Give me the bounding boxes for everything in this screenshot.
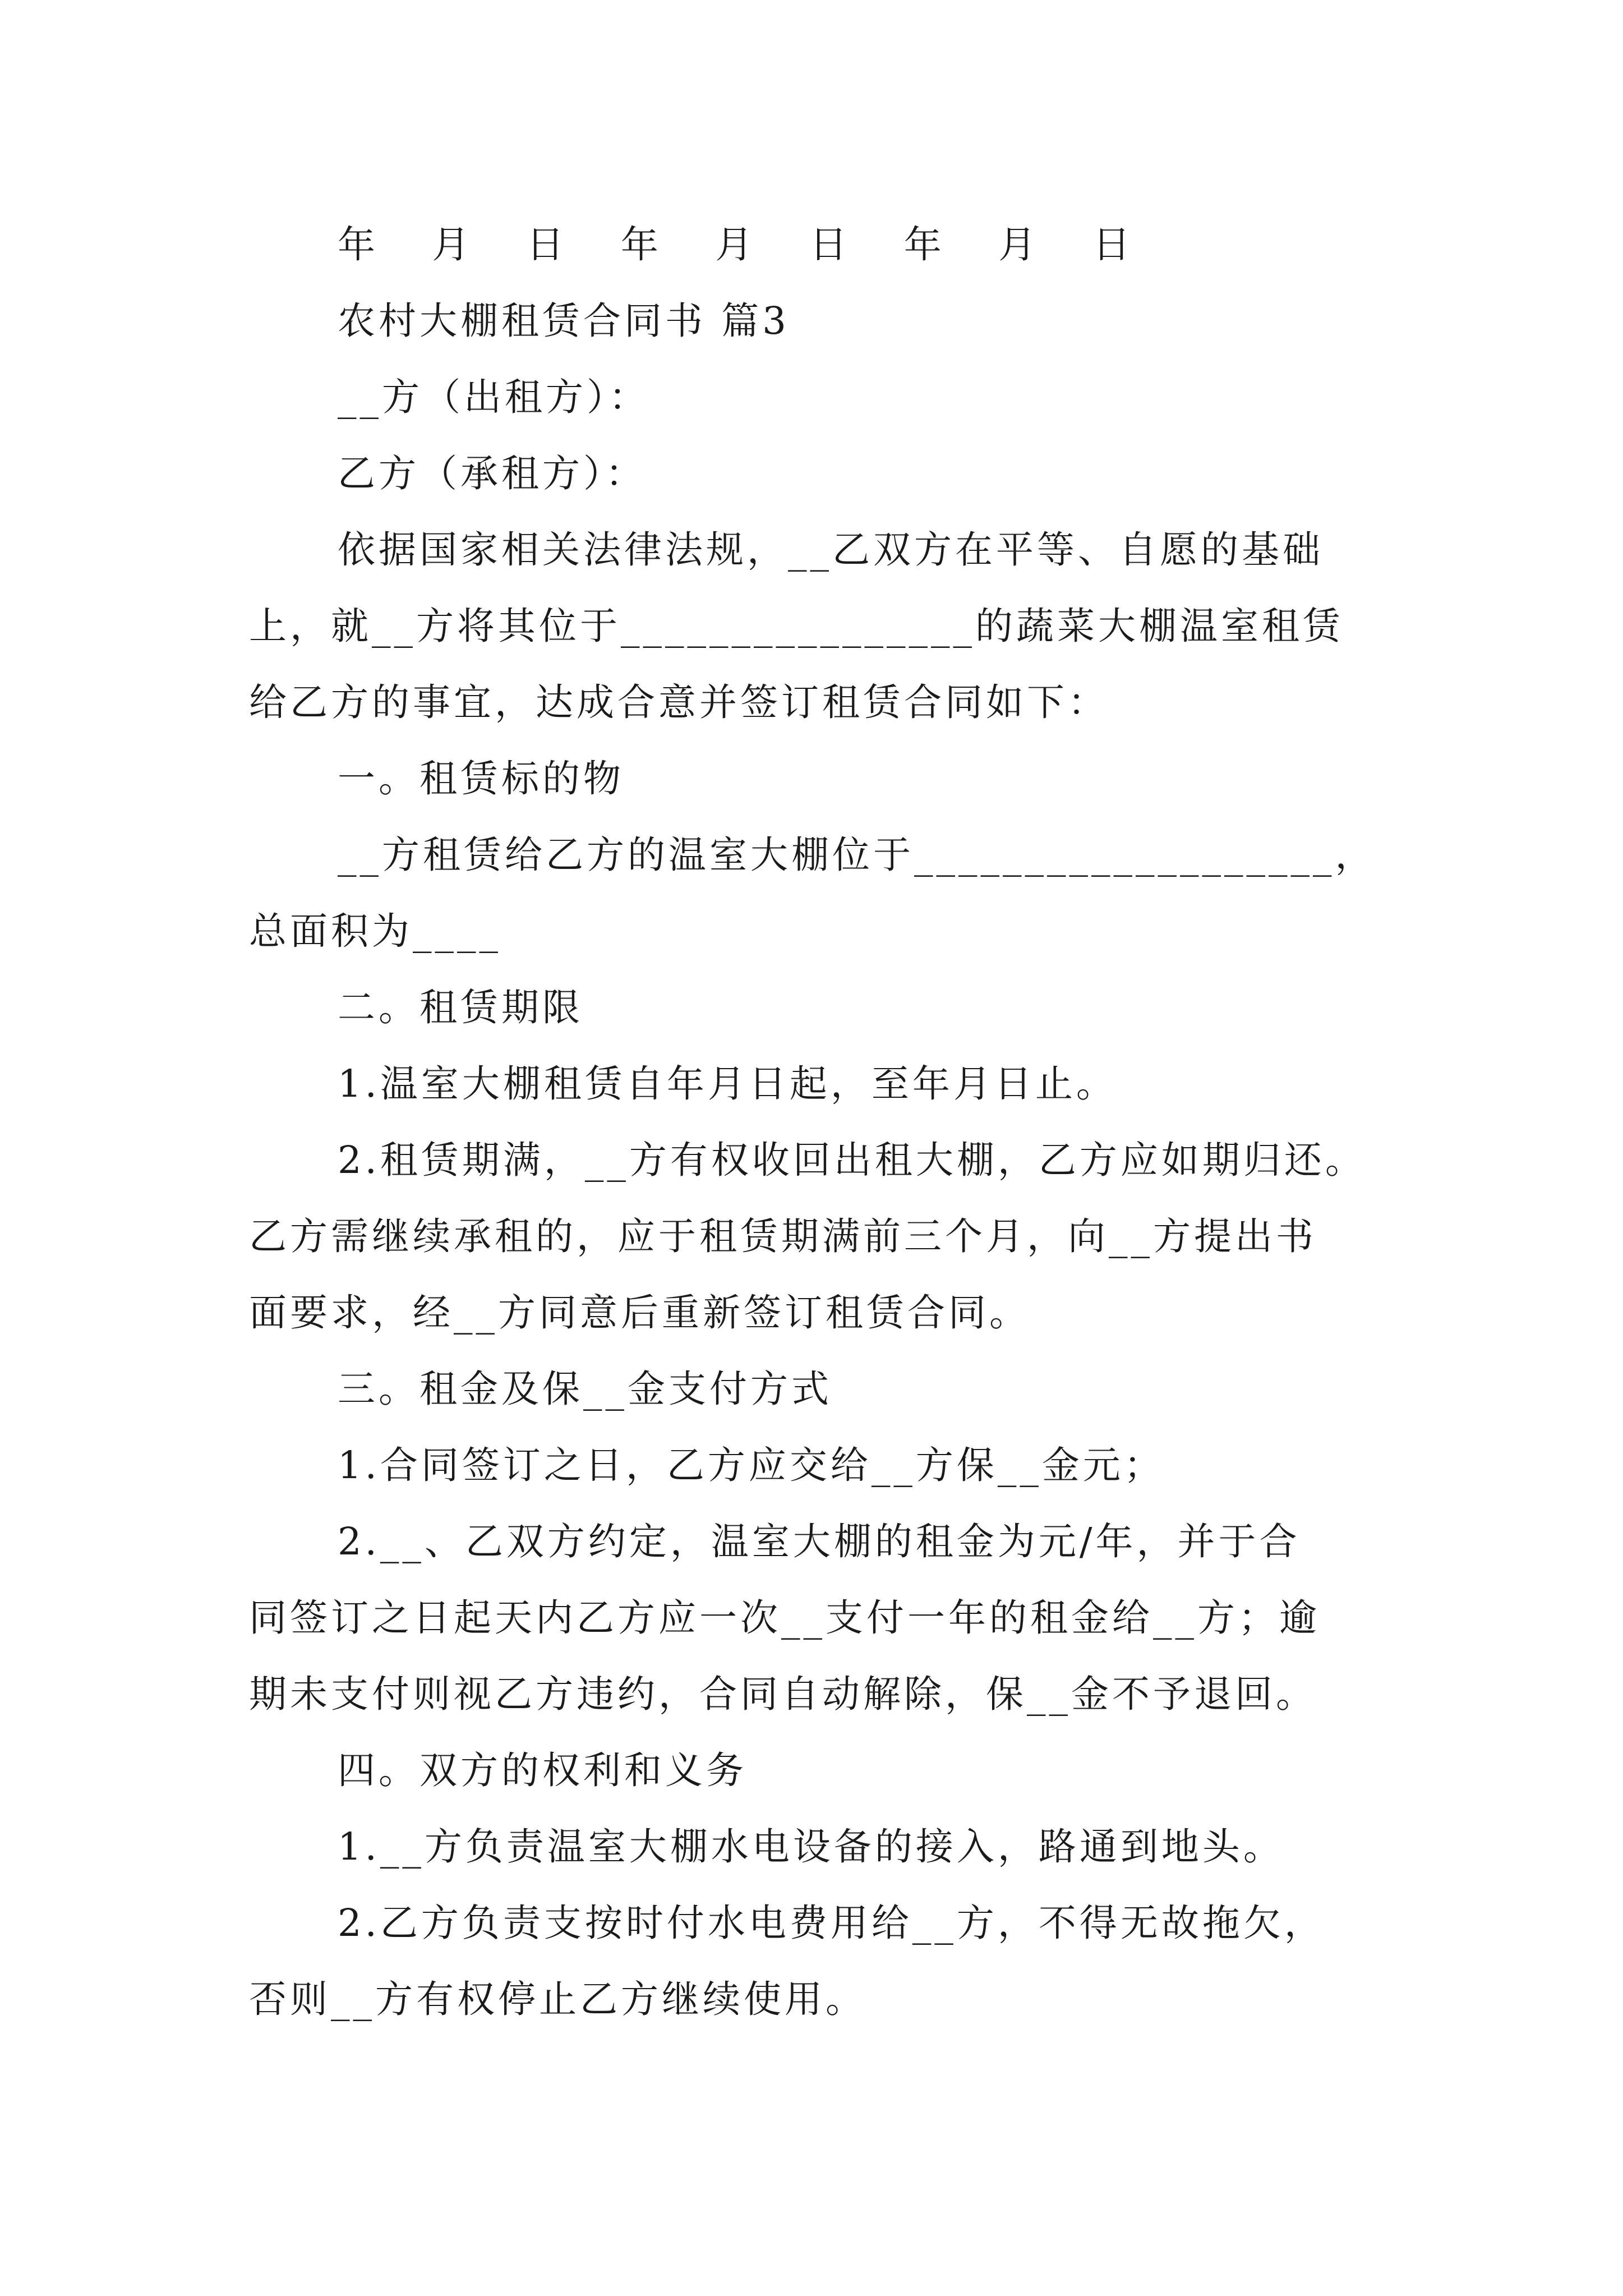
document-title: 农村大棚租赁合同书 篇3 [338,299,790,343]
section-1-line-2: 总面积为____ [249,909,501,953]
section-4-item-2-line-2: 否则__方有权停止乙方继续使用。 [249,1977,866,2021]
date-line: 年 月 日 年 月 日 年 月 日 [338,223,1153,266]
section-3-item-2-line-1: 2.__、乙双方约定，温室大棚的租金为元/年，并于合 [338,1520,1301,1563]
document-body [249,206,1396,2037]
party-b-label: 乙方（承租方）： [338,452,647,495]
section-3-item-2-line-3: 期未支付则视乙方违约，合同自动解除，保__金不予退回。 [249,1672,1317,1716]
preamble-line-2: 上，就__方将其位于________________的蔬菜大棚温室租赁 [249,604,1344,648]
preamble-line-1: 依据国家相关法律法规，__乙双方在平等、自愿的基础 [338,528,1324,572]
section-4-item-2-line-1: 2.乙方负责支按时付水电费用给__方，不得无故拖欠， [338,1901,1325,1945]
section-1-line-1: __方租赁给乙方的温室大棚位于___________________， [338,833,1376,877]
section-2-item-2-line-2: 乙方需继续承租的，应于租赁期满前三个月，向__方提出书 [249,1214,1317,1258]
section-3-heading: 三。租金及保__金支付方式 [338,1367,832,1411]
preamble-line-3: 给乙方的事宜，达成合意并签订租赁合同如下： [249,680,1109,724]
section-4-item-1: 1.__方负责温室大棚水电设备的接入，路通到地头。 [338,1825,1284,1869]
section-3-item-1: 1.合同签订之日，乙方应交给__方保__金元； [338,1443,1165,1487]
section-2-item-2-line-3: 面要求，经__方同意后重新签订租赁合同。 [249,1291,1030,1335]
section-3-item-2-line-2: 同签订之日起天内乙方应一次__支付一年的租金给__方；逾 [249,1596,1320,1640]
section-1-heading: 一。租赁标的物 [338,757,624,800]
section-4-heading: 四。双方的权利和义务 [338,1749,747,1792]
section-2-item-1: 1.温室大棚租赁自年月日起，至年月日止。 [338,1062,1117,1106]
party-a-label: __方（出租方）： [338,375,650,419]
section-2-heading: 二。租赁期限 [338,986,583,1029]
section-2-item-2-line-1: 2.租赁期满，__方有权收回出租大棚，乙方应如期归还。 [338,1138,1366,1182]
